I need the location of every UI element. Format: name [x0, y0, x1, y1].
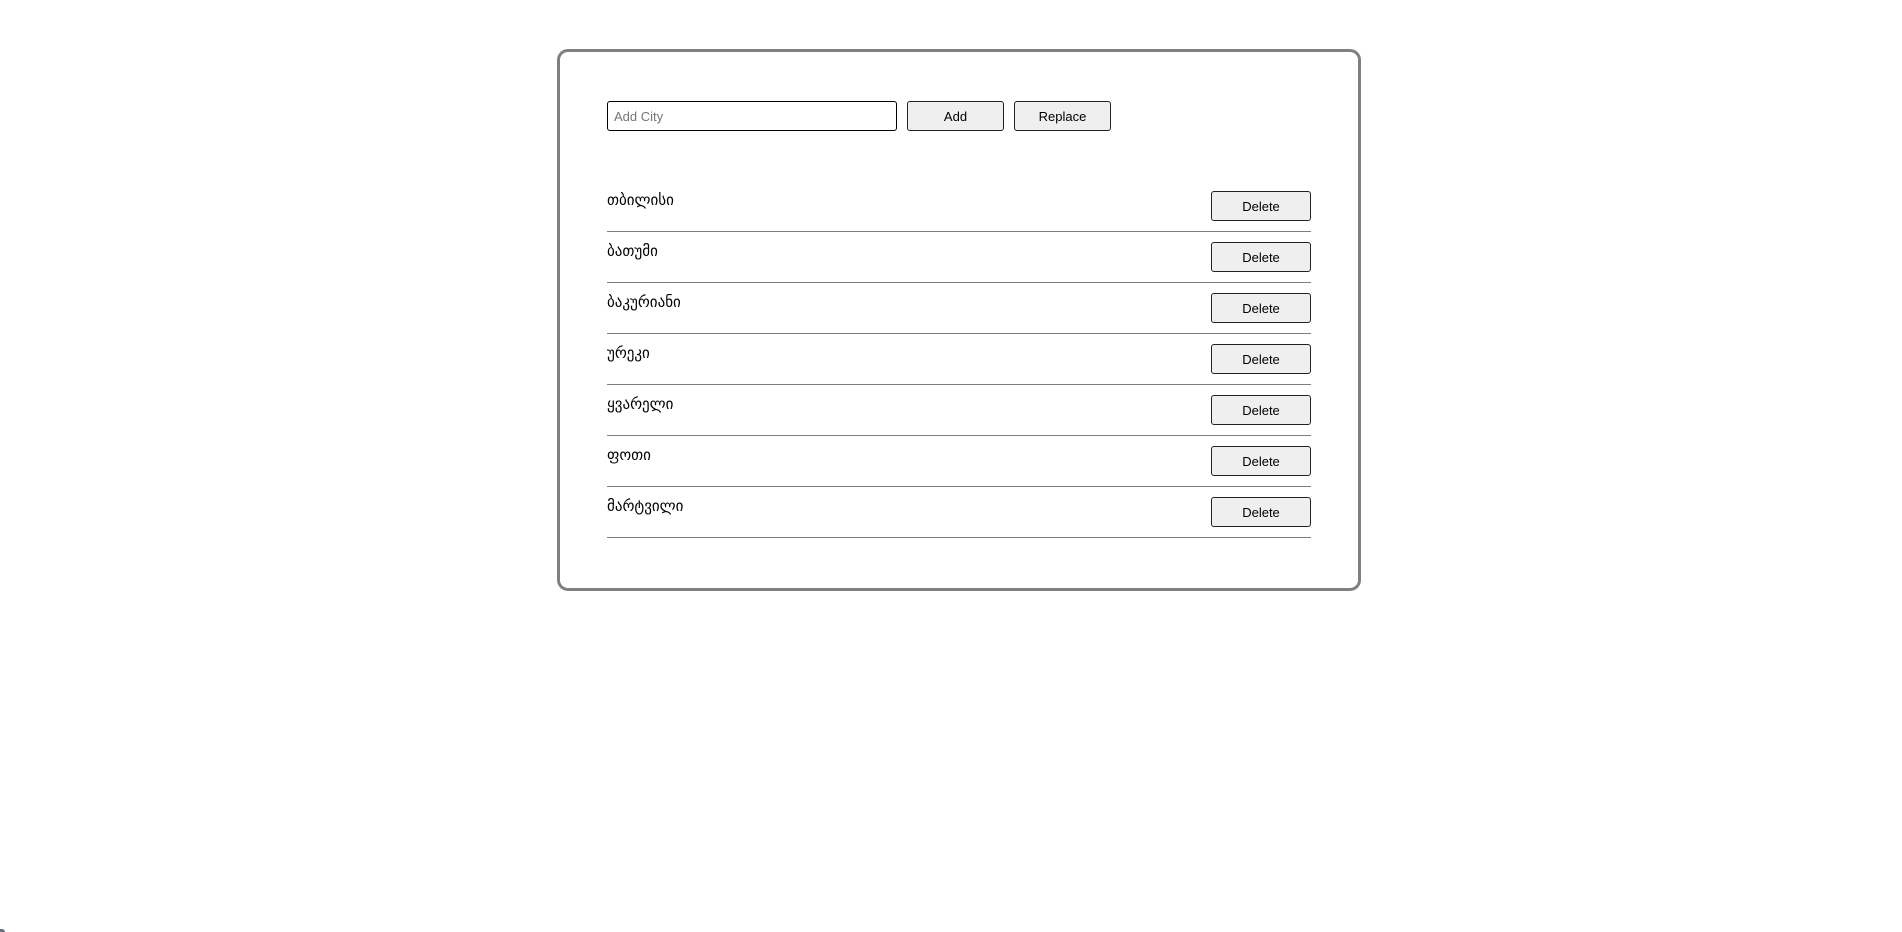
add-city-input[interactable]: [607, 101, 897, 131]
city-row: [607, 181, 1311, 232]
delete-button[interactable]: Delete: [1211, 242, 1311, 272]
city-list: [607, 181, 1311, 538]
add-city-form: [607, 101, 1111, 131]
city-list-card: [557, 49, 1361, 591]
city-name: ბათუმი: [607, 242, 658, 260]
add-button[interactable]: Add: [907, 101, 1004, 131]
delete-button[interactable]: Delete: [1211, 395, 1311, 425]
city-name: თბილისი: [607, 191, 674, 209]
delete-button[interactable]: Delete: [1211, 446, 1311, 476]
city-name: მარტვილი: [607, 497, 684, 515]
city-row: [607, 283, 1311, 334]
city-name: ურეკი: [607, 344, 650, 362]
delete-button[interactable]: Delete: [1211, 191, 1311, 221]
city-name: ყვარელი: [607, 395, 674, 413]
city-row: [607, 487, 1311, 538]
city-row: [607, 232, 1311, 283]
city-name: ფოთი: [607, 446, 651, 464]
delete-button[interactable]: Delete: [1211, 344, 1311, 374]
city-row: [607, 436, 1311, 487]
delete-button[interactable]: Delete: [1211, 497, 1311, 527]
city-row: [607, 385, 1311, 436]
delete-button[interactable]: Delete: [1211, 293, 1311, 323]
city-row: [607, 334, 1311, 385]
city-name: ბაკურიანი: [607, 293, 681, 311]
replace-button[interactable]: Replace: [1014, 101, 1111, 131]
